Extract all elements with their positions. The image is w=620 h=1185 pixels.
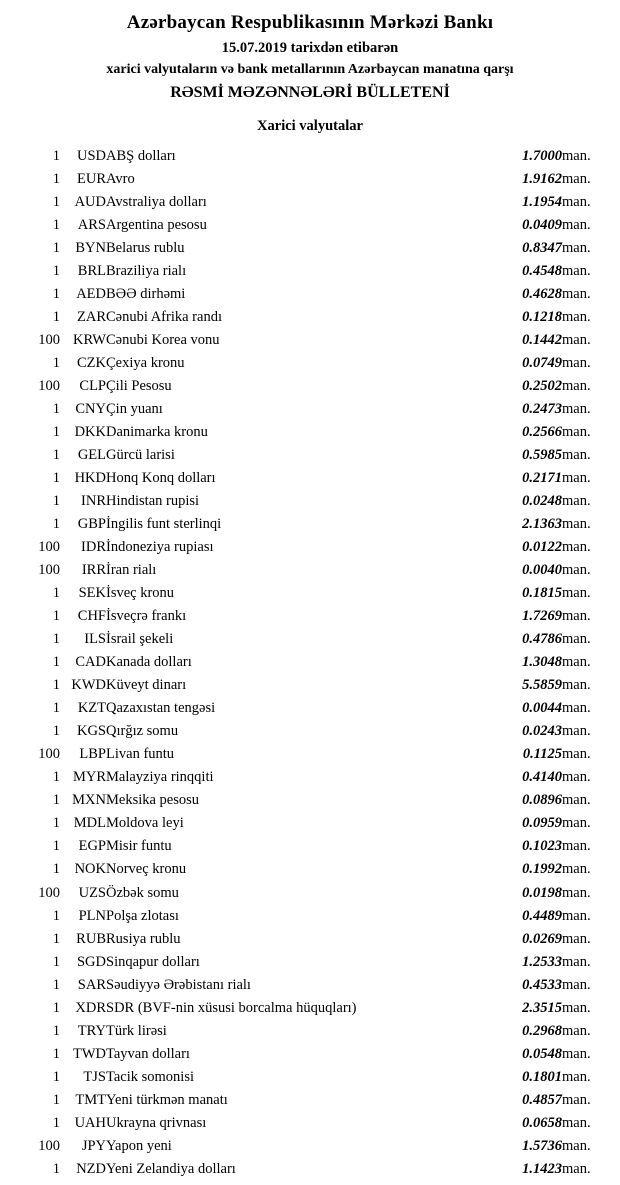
currency-code: TRY <box>77 1022 106 1039</box>
currency-name: Tayvan dolları <box>106 1045 190 1062</box>
currency-rate-value: 0.0248 <box>522 493 562 510</box>
currency-rate-value: 0.1023 <box>522 838 562 855</box>
currency-rate-value: 0.4140 <box>522 769 562 786</box>
currency-code: EGP <box>78 838 106 855</box>
currency-name: Argentina pesosu <box>106 217 207 234</box>
currency-name: Norveç kronu <box>106 861 187 878</box>
currency-rate-value: 1.1954 <box>522 194 562 211</box>
table-row <box>18 1066 602 1089</box>
currency-rate-value: 0.2566 <box>522 424 562 441</box>
currency-code: KZT <box>77 700 106 717</box>
table-row <box>18 1089 602 1112</box>
currency-code: DKK <box>74 424 106 441</box>
currency-rate-unit: man. <box>562 1137 591 1154</box>
currency-code: KGS <box>76 723 106 740</box>
currency-code: AUD <box>74 194 106 211</box>
currency-rate-value: 2.3515 <box>522 999 562 1016</box>
currency-code: EUR <box>77 171 106 188</box>
currency-name: Çin yuanı <box>106 401 163 418</box>
currency-code: CNY <box>75 401 106 418</box>
currency-rate-value: 0.1801 <box>522 1068 562 1085</box>
currency-name: Türk lirəsi <box>106 1022 167 1039</box>
currency-code: MDL <box>73 815 106 832</box>
currency-quantity: 1 <box>52 424 60 441</box>
currency-rate-value: 0.2473 <box>522 401 562 418</box>
currency-quantity: 1 <box>52 217 60 234</box>
currency-name: İsveç kronu <box>106 585 175 602</box>
currency-rate-unit: man. <box>562 194 591 211</box>
currency-rate-value: 0.4533 <box>522 976 562 993</box>
currency-quantity: 100 <box>38 332 60 349</box>
currency-name: Çili Pesosu <box>106 378 172 395</box>
currency-quantity: 1 <box>52 976 60 993</box>
currency-name: Kanada dolları <box>106 654 192 671</box>
currency-rate-value: 1.7000 <box>522 148 562 164</box>
currency-quantity: 1 <box>52 838 60 855</box>
currency-quantity: 1 <box>52 447 60 464</box>
currency-rate-unit: man. <box>562 723 591 740</box>
bank-title: Azərbaycan Respublikasının Mərkəzi Bankı <box>126 12 494 33</box>
currency-quantity: 1 <box>52 240 60 257</box>
currency-rate-unit: man. <box>562 309 591 326</box>
currency-name: Hindistan rupisi <box>106 493 200 510</box>
currency-name: Sinqapur dolları <box>106 953 200 970</box>
currency-rate-value: 1.1423 <box>522 1160 562 1177</box>
currency-quantity: 1 <box>52 516 60 533</box>
currency-code: MXN <box>72 792 106 809</box>
currency-rate-value: 0.0122 <box>522 539 562 556</box>
currency-rate-unit: man. <box>562 1068 591 1085</box>
currency-rate-value: 0.1815 <box>522 585 562 602</box>
currency-name: Rusiya rublu <box>106 930 181 947</box>
currency-quantity: 1 <box>52 263 60 280</box>
currency-rate-unit: man. <box>562 1160 591 1177</box>
currency-code: NZD <box>76 1160 106 1177</box>
currency-rate-value: 0.1125 <box>522 746 562 763</box>
currency-code: BRL <box>77 263 106 280</box>
table-row <box>18 974 602 997</box>
currency-rate-value: 0.4548 <box>522 263 562 280</box>
currency-quantity: 1 <box>52 677 60 694</box>
currency-quantity: 1 <box>52 1160 60 1177</box>
table-row <box>18 605 602 628</box>
currency-rate-value: 0.0269 <box>522 930 562 947</box>
currency-name: Gürcü larisi <box>106 447 175 464</box>
currency-rate-unit: man. <box>562 792 591 809</box>
section-title-foreign-currencies: Xarici valyutalar <box>257 118 363 134</box>
currency-quantity: 1 <box>52 309 60 326</box>
currency-rate-unit: man. <box>562 1091 591 1108</box>
currency-rate-unit: man. <box>562 240 591 257</box>
currency-rate-unit: man. <box>562 654 591 671</box>
currency-rate-unit: man. <box>562 355 591 372</box>
currency-code: ILS <box>84 631 106 648</box>
document-bulletin-title: RƏSMİ MƏZƏNNƏLƏRİ BÜLLETENİ <box>170 84 450 101</box>
currency-code: TWD <box>72 1045 106 1062</box>
table-row <box>18 444 602 467</box>
currency-rate-value: 0.4628 <box>522 286 562 303</box>
currency-rate-value: 0.0658 <box>522 1114 562 1131</box>
currency-quantity: 1 <box>52 792 60 809</box>
currency-quantity: 1 <box>52 723 60 740</box>
currency-rate-unit: man. <box>562 953 591 970</box>
currency-rate-unit: man. <box>562 171 591 188</box>
currency-rate-unit: man. <box>562 907 591 924</box>
table-row <box>18 1135 602 1158</box>
currency-rate-value: 0.0044 <box>522 700 562 717</box>
table-row <box>18 951 602 974</box>
table-row <box>18 329 602 352</box>
table-row <box>18 905 602 928</box>
currency-rate-unit: man. <box>562 746 591 763</box>
table-row <box>18 145 602 168</box>
table-row <box>18 697 602 720</box>
currency-name: Avstraliya dolları <box>106 194 207 211</box>
currency-code: NOK <box>74 861 106 878</box>
table-row <box>18 421 602 444</box>
currency-rate-unit: man. <box>562 470 591 487</box>
currency-code: CAD <box>75 654 106 671</box>
currency-rate-value: 0.4786 <box>522 631 562 648</box>
table-row <box>18 628 602 651</box>
currency-quantity: 100 <box>38 884 60 901</box>
currency-code: IRR <box>81 562 106 579</box>
currency-quantity: 100 <box>38 539 60 556</box>
currency-name: İsveçrə frankı <box>106 608 187 625</box>
table-row <box>18 467 602 490</box>
table-row <box>18 582 602 605</box>
document-header <box>18 12 602 102</box>
table-row <box>18 536 602 559</box>
currency-code: USD <box>76 148 106 164</box>
currency-rate-unit: man. <box>562 838 591 855</box>
currency-rate-value: 0.8347 <box>522 240 562 257</box>
table-row <box>18 1112 602 1135</box>
currency-name: Cənubi Afrika randı <box>106 309 222 326</box>
currency-quantity: 1 <box>52 769 60 786</box>
currency-rate-value: 0.0896 <box>522 792 562 809</box>
currency-code: LBP <box>79 746 106 763</box>
currency-rate-unit: man. <box>562 700 591 717</box>
currency-rate-value: 1.7269 <box>522 608 562 625</box>
currency-rate-unit: man. <box>562 401 591 418</box>
currency-code: MYR <box>72 769 106 786</box>
currency-name: ABŞ dolları <box>106 148 176 164</box>
currency-rate-value: 0.0548 <box>522 1045 562 1062</box>
currency-quantity: 1 <box>52 930 60 947</box>
currency-rate-unit: man. <box>562 1022 591 1039</box>
currency-name: Cənubi Korea vonu <box>106 332 220 349</box>
currency-name: İran rialı <box>106 562 157 579</box>
currency-name: Çexiya kronu <box>106 355 185 372</box>
currency-rates-body <box>18 145 602 1181</box>
currency-rate-unit: man. <box>562 217 591 234</box>
currency-rate-value: 0.4857 <box>522 1091 562 1108</box>
currency-name: Özbək somu <box>106 884 179 901</box>
table-row <box>18 835 602 858</box>
currency-code: SGD <box>76 953 106 970</box>
currency-quantity: 1 <box>52 493 60 510</box>
currency-quantity: 1 <box>52 286 60 303</box>
table-row <box>18 306 602 329</box>
currency-quantity: 1 <box>52 1045 60 1062</box>
table-row <box>18 789 602 812</box>
currency-name: Belarus rublu <box>106 240 185 257</box>
currency-rate-value: 0.0040 <box>522 562 562 579</box>
currency-rate-value: 0.1442 <box>522 332 562 349</box>
currency-rate-unit: man. <box>562 447 591 464</box>
currency-name: Malayziya rinqqiti <box>106 769 214 786</box>
currency-code: INR <box>81 493 106 510</box>
currency-rate-value: 0.0198 <box>522 884 562 901</box>
currency-quantity: 1 <box>52 815 60 832</box>
currency-code: SEK <box>78 585 106 602</box>
effective-date-line: 15.07.2019 tarixdən etibarən <box>221 40 399 56</box>
currency-rate-unit: man. <box>562 1045 591 1062</box>
table-row <box>18 858 602 881</box>
currency-quantity: 100 <box>38 562 60 579</box>
currency-code: GEL <box>77 447 106 464</box>
currency-name: Küveyt dinarı <box>106 677 187 694</box>
currency-rate-unit: man. <box>562 815 591 832</box>
table-row <box>18 513 602 536</box>
currency-code: ARS <box>77 217 106 234</box>
currency-quantity: 1 <box>52 194 60 211</box>
currency-code: BYN <box>75 240 106 257</box>
currency-rate-value: 0.5985 <box>522 447 562 464</box>
currency-rate-unit: man. <box>562 585 591 602</box>
currency-rate-value: 0.4489 <box>522 907 562 924</box>
currency-rate-unit: man. <box>562 999 591 1016</box>
currency-rate-unit: man. <box>562 562 591 579</box>
currency-rate-unit: man. <box>562 769 591 786</box>
currency-rate-value: 0.0749 <box>522 355 562 372</box>
table-row <box>18 490 602 513</box>
currency-code: PLN <box>78 907 106 924</box>
currency-rate-unit: man. <box>562 378 591 395</box>
currency-quantity: 1 <box>52 1091 60 1108</box>
currency-name: Səudiyyə Ərəbistanı rialı <box>106 976 251 993</box>
table-row <box>18 766 602 789</box>
currency-rate-unit: man. <box>562 608 591 625</box>
currency-name: İndoneziya rupiası <box>106 539 214 556</box>
currency-name: Avro <box>106 171 135 188</box>
currency-name: Misir funtu <box>106 838 172 855</box>
currency-quantity: 1 <box>52 148 60 164</box>
currency-rate-unit: man. <box>562 516 591 533</box>
currency-quantity: 100 <box>38 746 60 763</box>
currency-code: XDR <box>75 999 106 1016</box>
currency-quantity: 1 <box>52 1022 60 1039</box>
currency-name: SDR (BVF-nin xüsusi borcalma hüquqları) <box>106 999 357 1016</box>
currency-name: İngilis funt sterlinqi <box>106 516 222 533</box>
table-row <box>18 237 602 260</box>
currency-rate-value: 0.2502 <box>522 378 562 395</box>
currency-code: UAH <box>74 1114 106 1131</box>
currency-quantity: 1 <box>52 999 60 1016</box>
currency-rate-value: 5.5859 <box>522 677 562 694</box>
currency-quantity: 1 <box>52 631 60 648</box>
currency-rate-value: 0.1992 <box>522 861 562 878</box>
table-row <box>18 997 602 1020</box>
table-row <box>18 1043 602 1066</box>
currency-rate-unit: man. <box>562 884 591 901</box>
currency-rate-unit: man. <box>562 332 591 349</box>
currency-name: Tacik somonisi <box>106 1068 194 1085</box>
currency-rates-table <box>18 145 602 1181</box>
table-row <box>18 1020 602 1043</box>
currency-rate-unit: man. <box>562 493 591 510</box>
currency-rate-value: 0.2171 <box>522 470 562 487</box>
currency-code: KRW <box>72 332 106 349</box>
currency-code: JPY <box>81 1137 106 1154</box>
table-row <box>18 651 602 674</box>
currency-quantity: 100 <box>38 1137 60 1154</box>
currency-name: Qazaxıstan tengəsi <box>106 700 216 717</box>
currency-name: Ukrayna qrivnası <box>106 1114 207 1131</box>
currency-quantity: 1 <box>52 861 60 878</box>
table-row <box>18 1158 602 1181</box>
currency-name: İsrail şekeli <box>106 631 174 648</box>
currency-quantity: 1 <box>52 907 60 924</box>
table-row <box>18 398 602 421</box>
currency-rate-value: 0.2968 <box>522 1022 562 1039</box>
currency-code: RUB <box>76 930 106 947</box>
table-row <box>18 674 602 697</box>
table-row <box>18 191 602 214</box>
currency-code: TMT <box>75 1091 106 1108</box>
currency-name: Danimarka kronu <box>106 424 208 441</box>
currency-code: CZK <box>77 355 106 372</box>
currency-rate-value: 0.0959 <box>522 815 562 832</box>
currency-quantity: 100 <box>38 378 60 395</box>
currency-rate-unit: man. <box>562 424 591 441</box>
table-row <box>18 260 602 283</box>
currency-rate-unit: man. <box>562 286 591 303</box>
currency-rate-value: 0.1218 <box>522 309 562 326</box>
currency-rate-unit: man. <box>562 148 591 164</box>
currency-code: AED <box>76 286 106 303</box>
document-subtitle: xarici valyutaların və bank metallarının Azərbaycan manatına qarşı <box>106 62 514 77</box>
currency-quantity: 1 <box>52 585 60 602</box>
currency-name: Yeni Zelandiya dolları <box>106 1160 236 1177</box>
table-row <box>18 352 602 375</box>
currency-rate-value: 2.1363 <box>522 516 562 533</box>
currency-quantity: 1 <box>52 355 60 372</box>
currency-code: CHF <box>77 608 106 625</box>
currency-code: HKD <box>74 470 106 487</box>
table-row <box>18 168 602 191</box>
currency-name: Yapon yeni <box>106 1137 172 1154</box>
currency-name: BƏƏ dirhəmi <box>106 286 186 303</box>
table-row <box>18 720 602 743</box>
table-row <box>18 283 602 306</box>
currency-name: Polşa zlotası <box>106 907 179 924</box>
currency-code: TJS <box>83 1068 106 1085</box>
table-row <box>18 214 602 237</box>
currency-rate-unit: man. <box>562 263 591 280</box>
currency-name: Yeni türkmən manatı <box>106 1091 228 1108</box>
currency-code: CLP <box>79 378 106 395</box>
currency-rate-value: 0.0409 <box>522 217 562 234</box>
currency-rate-unit: man. <box>562 861 591 878</box>
currency-rate-unit: man. <box>562 631 591 648</box>
currency-quantity: 1 <box>52 1068 60 1085</box>
currency-code: ZAR <box>77 309 106 326</box>
table-row <box>18 375 602 398</box>
currency-quantity: 1 <box>52 953 60 970</box>
currency-name: Livan funtu <box>106 746 175 763</box>
currency-code: KWD <box>71 677 106 694</box>
currency-code: GBP <box>77 516 106 533</box>
currency-rate-value: 1.5736 <box>522 1137 562 1154</box>
currency-name: Moldova leyi <box>106 815 184 832</box>
table-row <box>18 812 602 835</box>
currency-rate-value: 1.3048 <box>522 654 562 671</box>
currency-rate-value: 1.2533 <box>522 953 562 970</box>
currency-rate-unit: man. <box>562 976 591 993</box>
currency-rate-unit: man. <box>562 539 591 556</box>
currency-name: Meksika pesosu <box>106 792 200 809</box>
currency-name: Qırğız somu <box>106 723 179 740</box>
currency-name: Honq Konq dolları <box>106 470 216 487</box>
currency-rate-value: 1.9162 <box>522 171 562 188</box>
currency-quantity: 1 <box>52 654 60 671</box>
currency-code: IDR <box>81 539 106 556</box>
currency-quantity: 1 <box>52 171 60 188</box>
currency-quantity: 1 <box>52 608 60 625</box>
table-row <box>18 882 602 905</box>
currency-quantity: 1 <box>52 401 60 418</box>
currency-code: SAR <box>77 976 106 993</box>
currency-rate-unit: man. <box>562 930 591 947</box>
currency-name: Braziliya rialı <box>106 263 187 280</box>
table-row <box>18 928 602 951</box>
table-row <box>18 743 602 766</box>
currency-rate-unit: man. <box>562 677 591 694</box>
currency-code: UZS <box>78 884 106 901</box>
table-row <box>18 559 602 582</box>
currency-rate-value: 0.0243 <box>522 723 562 740</box>
currency-quantity: 1 <box>52 700 60 717</box>
currency-quantity: 1 <box>52 1114 60 1131</box>
currency-quantity: 1 <box>52 470 60 487</box>
currency-rate-unit: man. <box>562 1114 591 1131</box>
